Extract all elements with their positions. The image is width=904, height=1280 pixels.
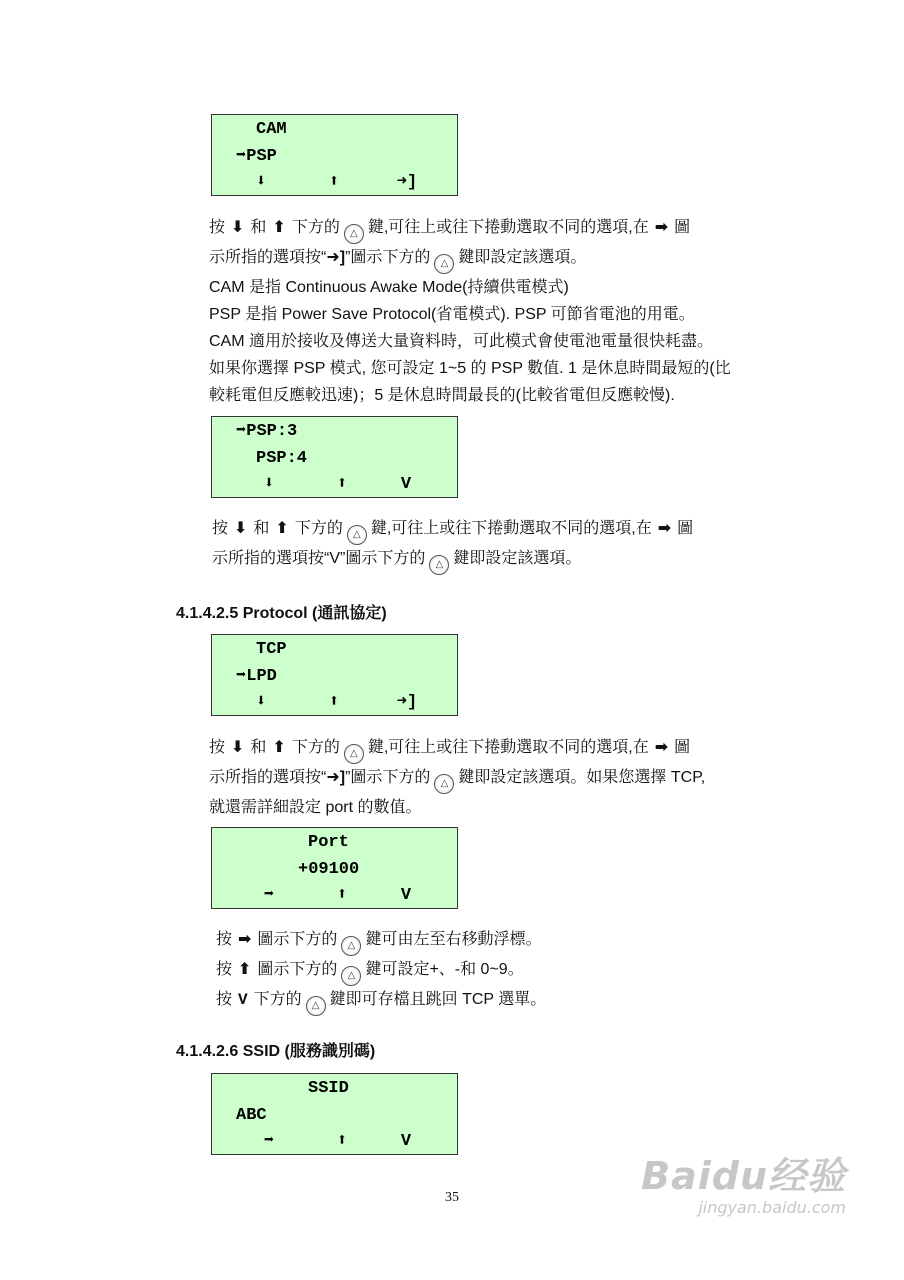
text: 和 xyxy=(250,219,267,236)
button-icon: △ xyxy=(347,525,367,545)
text: 圖示下方的 xyxy=(257,931,338,948)
text: 鍵,可往上或往下捲動選取不同的選項,在 xyxy=(367,739,649,756)
section-heading-ssid: 4.1.4.2.6 SSID (服務識別碼) xyxy=(176,1043,376,1060)
right-arrow-icon: ➡ xyxy=(263,886,275,905)
button-icon: △ xyxy=(434,774,454,794)
down-arrow-icon: ⬇ xyxy=(255,173,267,192)
v-key-label: V xyxy=(238,991,248,1009)
text: 鍵即設定該選項。 xyxy=(458,249,587,266)
text: ”圖示下方的 xyxy=(345,249,431,266)
lcd-line-1: TCP xyxy=(256,640,287,659)
lcd-line-2: ABC xyxy=(236,1106,267,1125)
lcd-key-row xyxy=(212,886,457,906)
button-icon: △ xyxy=(306,996,326,1016)
lcd-line-1: SSID xyxy=(308,1079,349,1098)
button-icon: △ xyxy=(341,966,361,986)
enter-icon: ➜] xyxy=(326,769,346,786)
text: 圖示下方的 xyxy=(257,961,338,978)
text: 圖 xyxy=(677,520,694,537)
lcd-key-row xyxy=(212,1132,457,1152)
paragraph-psp-level xyxy=(212,515,812,575)
text-line xyxy=(216,986,816,1016)
text-line xyxy=(209,214,809,244)
up-arrow-icon: ⬆ xyxy=(272,739,286,756)
lcd-line-2: PSP:4 xyxy=(256,449,308,468)
text-line: 就還需詳細設定 port 的數值。 xyxy=(209,799,422,816)
watermark-url: jingyan.baidu.com xyxy=(698,1198,846,1217)
text-line: 較耗電但反應較迅速)；5 是休息時間最長的(比較省電但反應較慢). xyxy=(209,387,675,404)
lcd-display-cam-psp xyxy=(211,114,458,196)
text-line: PSP 是指 Power Save Protocol(省電模式). PSP 可節省電池的用電。 xyxy=(209,306,695,323)
lcd-line-2: +09100 xyxy=(298,860,360,879)
paragraph-protocol xyxy=(209,734,809,821)
lcd-display-ssid xyxy=(211,1073,458,1155)
up-arrow-icon: ⬆ xyxy=(336,475,348,494)
down-arrow-icon: ⬇ xyxy=(234,520,248,537)
text-line xyxy=(209,244,809,274)
text: 按 xyxy=(216,991,233,1008)
text: 下方的 xyxy=(291,739,340,756)
text: 鍵,可往上或往下捲動選取不同的選項,在 xyxy=(370,520,652,537)
up-arrow-icon: ⬆ xyxy=(328,693,340,712)
up-arrow-icon: ⬆ xyxy=(336,1132,348,1151)
down-arrow-icon: ⬇ xyxy=(231,739,245,756)
watermark xyxy=(641,1145,846,1217)
text-line xyxy=(216,956,816,986)
text: 按 xyxy=(209,219,226,236)
up-arrow-icon: ⬆ xyxy=(275,520,289,537)
text: 和 xyxy=(253,520,270,537)
text: 鍵,可往上或往下捲動選取不同的選項,在 xyxy=(367,219,649,236)
v-key-label: V xyxy=(400,475,412,494)
text: 示所指的選項按“ xyxy=(209,249,327,266)
up-arrow-icon: ⬆ xyxy=(238,961,252,978)
text: 圖 xyxy=(674,219,691,236)
text-line xyxy=(212,515,812,545)
text: 按 xyxy=(212,520,229,537)
text-line xyxy=(216,926,816,956)
pointer-arrow-icon: ➡ xyxy=(236,147,247,166)
right-arrow-icon: ➡ xyxy=(263,1132,275,1151)
lcd-display-psp-level xyxy=(211,416,458,498)
text: 鍵可由左至右移動浮標。 xyxy=(365,931,542,948)
down-arrow-icon: ⬇ xyxy=(255,693,267,712)
text: ”圖示下方的 xyxy=(345,769,431,786)
lcd-key-row xyxy=(212,173,457,193)
paragraph-psp-description xyxy=(209,214,809,409)
down-arrow-icon: ⬇ xyxy=(263,475,275,494)
text: 鍵即設定該選項。如果您選擇 TCP, xyxy=(458,769,706,786)
text: 和 xyxy=(250,739,267,756)
text-line xyxy=(212,545,812,575)
text-line: CAM 是指 Continuous Awake Mode(持續供電模式) xyxy=(209,279,569,296)
text: 示所指的選項按“V”圖示下方的 xyxy=(212,550,426,567)
text: 下方的 xyxy=(291,219,340,236)
down-arrow-icon: ⬇ xyxy=(231,219,245,236)
text-line xyxy=(209,764,809,794)
text: 按 xyxy=(216,961,233,978)
lcd-line-1: CAM xyxy=(256,120,287,139)
text-line: 如果你選擇 PSP 模式, 您可設定 1~5 的 PSP 數值. 1 是休息時間最短的(比 xyxy=(209,360,731,377)
v-key-label: V xyxy=(400,886,412,905)
text: 按 xyxy=(209,739,226,756)
lcd-key-row xyxy=(212,693,457,713)
lcd-line-2-text: LPD xyxy=(246,667,277,686)
pointer-arrow-icon: ➡ xyxy=(236,667,247,686)
right-arrow-icon: ➡ xyxy=(657,520,672,537)
up-arrow-icon: ⬆ xyxy=(328,173,340,192)
text: 示所指的選項按“ xyxy=(209,769,327,786)
button-icon: △ xyxy=(344,224,364,244)
button-icon: △ xyxy=(434,254,454,274)
enter-icon: ➜] xyxy=(326,249,346,266)
lcd-line-1-text: PSP:3 xyxy=(246,422,298,441)
enter-icon: ➜] xyxy=(396,173,418,192)
text: 鍵即可存檔且跳回 TCP 選單。 xyxy=(329,991,547,1008)
text: 圖 xyxy=(674,739,691,756)
lcd-display-protocol xyxy=(211,634,458,716)
lcd-line-2 xyxy=(236,667,277,687)
lcd-line-2 xyxy=(236,147,277,167)
text-line: CAM 適用於接收及傳送大量資料時，可此模式會使電池電量很快耗盡。 xyxy=(209,333,714,350)
right-arrow-icon: ➡ xyxy=(654,739,669,756)
enter-icon: ➜] xyxy=(396,693,418,712)
text: 下方的 xyxy=(253,991,302,1008)
v-key-label: V xyxy=(400,1132,412,1151)
lcd-key-row xyxy=(212,475,457,495)
paragraph-port xyxy=(216,926,816,1016)
text: 鍵可設定+、-和 0~9。 xyxy=(365,961,524,978)
baidu-logo: Baidu经验 xyxy=(641,1154,846,1198)
button-icon: △ xyxy=(344,744,364,764)
text: 鍵即設定該選項。 xyxy=(453,550,582,567)
section-heading-protocol: 4.1.4.2.5 Protocol (通訊協定) xyxy=(176,605,387,622)
right-arrow-icon: ➡ xyxy=(654,219,669,236)
lcd-line-1: Port xyxy=(308,833,349,852)
button-icon: △ xyxy=(341,936,361,956)
up-arrow-icon: ⬆ xyxy=(336,886,348,905)
lcd-line-1 xyxy=(236,422,297,442)
lcd-display-port xyxy=(211,827,458,909)
pointer-arrow-icon: ➡ xyxy=(236,422,247,441)
right-arrow-icon: ➡ xyxy=(238,931,252,948)
text-line xyxy=(209,734,809,764)
button-icon: △ xyxy=(429,555,449,575)
text: 下方的 xyxy=(294,520,343,537)
text: 按 xyxy=(216,931,233,948)
lcd-line-2-text: PSP xyxy=(246,147,277,166)
page-number: 35 xyxy=(445,1190,459,1205)
up-arrow-icon: ⬆ xyxy=(272,219,286,236)
